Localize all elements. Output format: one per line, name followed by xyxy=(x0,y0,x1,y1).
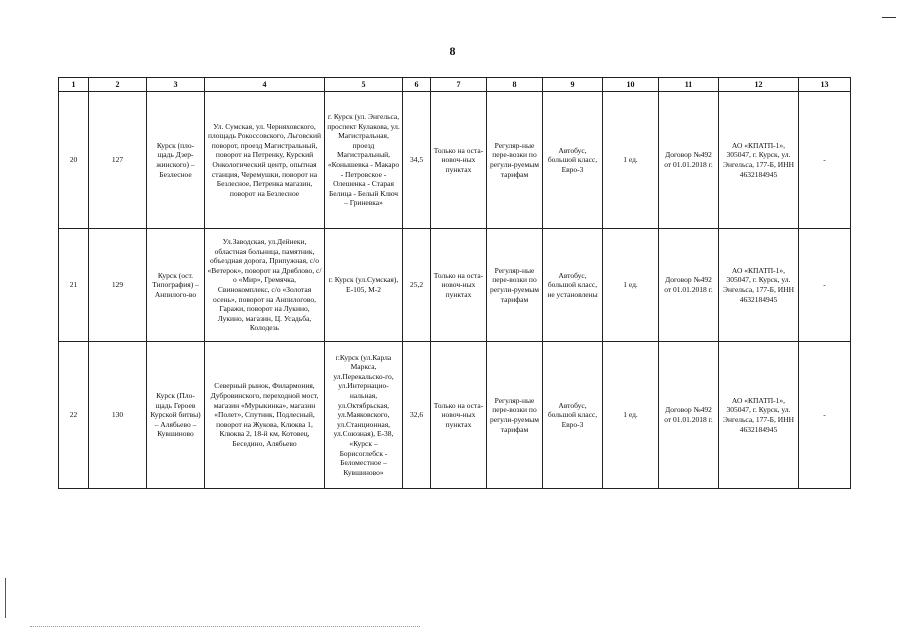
carrier: АО «КПАТП-1», 305047, г. Курск, ул. Энгельса, 177-Б, ИНН 4632184945 xyxy=(719,229,799,342)
header-cell: 11 xyxy=(659,78,719,92)
stops-list: Ул.Заводская, ул.Дейнеки, областная больница, памятник, объездная дорога, Припужная, с/о «Ветерок», поворот на Дряблово, с/о «Мир», Гремячка, Свинокомплекс, с/о «Золотая осень», поворот на Анпилогово, Гаражи, поворот на Лукино, Лукино, магазин, Ц. Усадьба, Колодезь xyxy=(205,229,325,342)
boarding-order: Только на оста-новоч-ных пунктах xyxy=(431,92,487,229)
notes: - xyxy=(799,342,851,489)
table-row xyxy=(59,342,851,489)
header-cell: 8 xyxy=(487,78,543,92)
streets-list: г. Курск (ул. Энгельса, проспект Кулакова, ул. Магистральная, проезд Магистральный, «Конышевка - Макаро - Петровское - Олешенка - Старая Белица - Белый Ключ – Гриневка» xyxy=(325,92,403,229)
boarding-order: Только на оста-новоч-ных пунктах xyxy=(431,229,487,342)
vehicle-count: 1 ед. xyxy=(603,92,659,229)
header-cell: 13 xyxy=(799,78,851,92)
transport-type: Регуляр-ные пере-возки по регули-руемым тарифам xyxy=(487,342,543,489)
header-cell: 10 xyxy=(603,78,659,92)
notes: - xyxy=(799,92,851,229)
vehicle-count: 1 ед. xyxy=(603,229,659,342)
vehicle-class: Автобус, большой класс, Евро-3 xyxy=(543,92,603,229)
route-number: 129 xyxy=(89,229,147,342)
route-length: 32,6 xyxy=(403,342,431,489)
header-cell: 7 xyxy=(431,78,487,92)
transport-type: Регуляр-ные пере-возки по регули-руемым тарифам xyxy=(487,229,543,342)
route-length: 25,2 xyxy=(403,229,431,342)
route-index: 22 xyxy=(59,342,89,489)
header-cell: 6 xyxy=(403,78,431,92)
streets-list: г.Курск (ул.Карла Маркса, ул.Перекальско-го, ул.Интернацио-нальная, ул.Октябрьская, ул.Маяковского, ул.Станционная, ул.Союзная), Е-38, «Курск – Борисоглебск - Беломестное – Кувшиново» xyxy=(325,342,403,489)
vehicle-count: 1 ед. xyxy=(603,342,659,489)
page-number: 8 xyxy=(449,44,456,58)
table-row xyxy=(59,92,851,229)
page-corner-mark xyxy=(882,17,896,18)
carrier: АО «КПАТП-1», 305047, г. Курск, ул. Энгельса, 177-Б, ИНН 4632184945 xyxy=(719,342,799,489)
vehicle-class: Автобус, большой класс, не установлены xyxy=(543,229,603,342)
vehicle-class: Автобус, большой класс, Евро-3 xyxy=(543,342,603,489)
header-cell: 5 xyxy=(325,78,403,92)
column-number-row xyxy=(59,78,851,92)
route-length: 34,5 xyxy=(403,92,431,229)
route-name: Курск (Пло-щадь Героев Курской битвы) – Алябьево – Кувшиново xyxy=(147,342,205,489)
boarding-order: Только на оста-новоч-ных пунктах xyxy=(431,342,487,489)
route-index: 21 xyxy=(59,229,89,342)
header-cell: 1 xyxy=(59,78,89,92)
route-name: Курск (пло-щадь Дзер-жинского) – Безлесное xyxy=(147,92,205,229)
scan-noise-line xyxy=(30,626,420,628)
contract: Договор №492 от 01.01.2018 г. xyxy=(659,92,719,229)
header-cell: 9 xyxy=(543,78,603,92)
contract: Договор №492 от 01.01.2018 г. xyxy=(659,342,719,489)
notes: - xyxy=(799,229,851,342)
scan-edge-line xyxy=(5,578,6,618)
header-cell: 2 xyxy=(89,78,147,92)
route-number: 127 xyxy=(89,92,147,229)
stops-list: Северный рынок, Филармония, Дубровинского, переходной мост, магазин «Мурыкинка», магазин «Полет», Спутник, Подлесный, поворот на Жукова, Клюква 1, Клюква 2, 18-й км, Котовец, Беседино, Алябьево xyxy=(205,342,325,489)
route-number: 130 xyxy=(89,342,147,489)
streets-list: г. Курск (ул.Сумская), Е-105, М-2 xyxy=(325,229,403,342)
route-name: Курск (ост. Типография) – Анпилого-во xyxy=(147,229,205,342)
routes-table xyxy=(58,77,851,489)
contract: Договор №492 от 01.01.2018 г. xyxy=(659,229,719,342)
transport-type: Регуляр-ные пере-возки по регули-руемым тарифам xyxy=(487,92,543,229)
header-cell: 4 xyxy=(205,78,325,92)
table-row xyxy=(59,229,851,342)
header-cell: 3 xyxy=(147,78,205,92)
route-index: 20 xyxy=(59,92,89,229)
header-cell: 12 xyxy=(719,78,799,92)
stops-list: Ул. Сумская, ул. Черняховского, площадь Рокоссовского, Льговский поворот, проезд Магистральный, поворот на Петренку, Курский Онкологический центр, опытная станция, Черемушки, поворот на Безлесное, Петренка магазин, поворот на Безлесное xyxy=(205,92,325,229)
carrier: АО «КПАТП-1», 305047, г. Курск, ул. Энгельса, 177-Б, ИНН 4632184945 xyxy=(719,92,799,229)
